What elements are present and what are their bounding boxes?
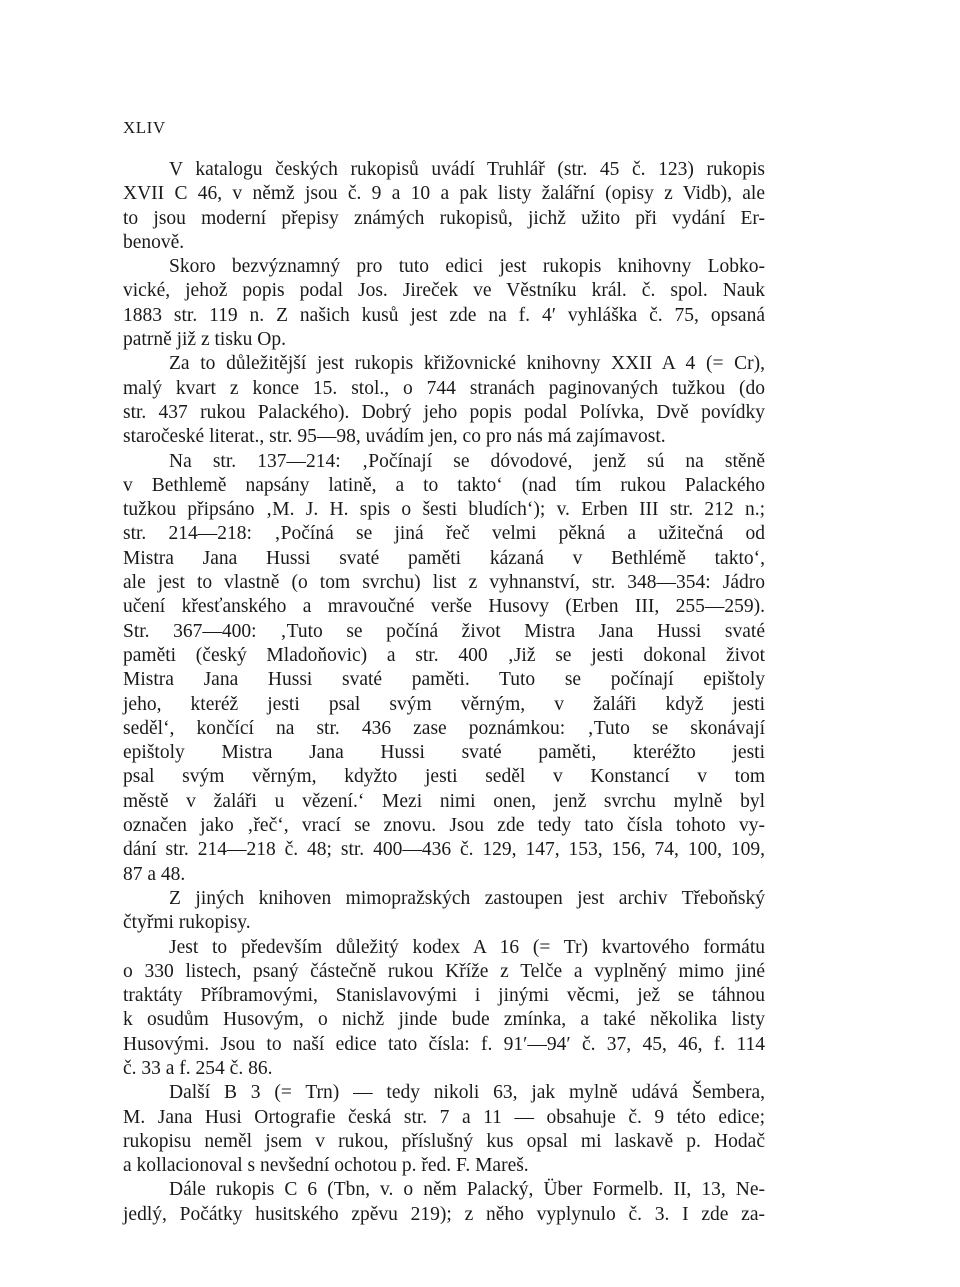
- text-line: psal svým věrným, kdyžto jesti seděl v Konstancí v tom: [123, 766, 765, 788]
- text-line: označen jako ‚řeč‘, vrací se znovu. Jsou zde tedy tato čísla tohoto vy-: [123, 815, 765, 837]
- text-line: Jest to především důležitý kodex A 16 (= Tr) kvartového formátu: [169, 936, 765, 958]
- text-line: dání str. 214—218 č. 48; str. 400—436 č. 129, 147, 153, 156, 74, 100, 109,: [123, 839, 765, 861]
- text-line: čtyřmi rukopisy.: [123, 912, 251, 934]
- text-line: vické, jehož popis podal Jos. Jireček ve Věstníku král. č. spol. Nauk: [123, 280, 765, 302]
- text-line: traktáty Příbramovými, Stanislavovými i jinými věcmi, jež se táhnou: [123, 985, 765, 1007]
- text-line: o 330 listech, psaný částečně rukou Kříže z Telče a vyplněný mimo jiné: [123, 960, 765, 982]
- text-line: Skoro bezvýznamný pro tuto edici jest rukopis knihovny Lobko-: [169, 256, 765, 278]
- text-line: patrně již z tisku Op.: [123, 329, 286, 351]
- text-line: staročeské literat., str. 95—98, uvádím jen, co pro nás má zajímavost.: [123, 426, 666, 448]
- text-line: Dále rukopis C 6 (Tbn, v. o něm Palacký, Über Formelb. II, 13, Ne-: [169, 1179, 765, 1201]
- text-line: V katalogu českých rukopisů uvádí Truhlář (str. 45 č. 123) rukopis: [169, 159, 765, 180]
- text-line: benově.: [123, 231, 185, 253]
- page-number: XLIV: [123, 118, 166, 137]
- body-text: [123, 158, 765, 1227]
- text-line: a kollacionoval s nevšední ochotou p. řed. F. Mareš.: [123, 1155, 529, 1177]
- text-line: malý kvart z konce 15. stol., o 744 stranách paginovaných tužkou (do: [123, 377, 765, 399]
- text-line: M. Jana Husi Ortografie česká str. 7 a 11 — obsahuje č. 9 této edice;: [123, 1106, 765, 1128]
- text-line: Za to důležitější jest rukopis křižovnické knihovny XXII A 4 (= Cr),: [169, 353, 765, 375]
- text-line: Další B 3 (= Trn) — tedy nikoli 63, jak mylně udává Šembera,: [169, 1082, 765, 1104]
- text-line: rukopisu neměl jsem v rukou, příslušný kus opsal mi laskavě p. Hodač: [123, 1130, 765, 1152]
- text-line: městě v žaláři u vězení.‘ Mezi nimi onen, jenž svrchu mylně byl: [123, 790, 765, 812]
- text-line: XVII C 46, v němž jsou č. 9 a 10 a pak listy žalářní (opisy z Vidb), ale: [123, 183, 765, 205]
- text-line: str. 437 rukou Palackého). Dobrý jeho popis podal Polívka, Dvě povídky: [123, 401, 765, 423]
- text-line: epištoly Mistra Jana Hussi svaté paměti, kteréžto jesti: [123, 742, 765, 764]
- text-line: ale jest to vlastně (o tom svrchu) list z vyhnanství, str. 348—354: Jádro: [123, 572, 765, 594]
- text-line: Str. 367—400: ‚Tuto se počíná život Mistra Jana Hussi svaté: [123, 620, 765, 642]
- text-line: Husovými. Jsou to naší edice tato čísla: f. 91′—94′ č. 37, 45, 46, f. 114: [123, 1033, 765, 1055]
- text-line: 1883 str. 119 n. Z našich kusů jest zde na f. 4′ vyhláška č. 75, opsaná: [123, 304, 765, 326]
- text-line: seděl‘, končící na str. 436 zase poznámkou: ‚Tuto se skonávají: [123, 717, 765, 739]
- text-line: Na str. 137—214: ‚Počínají se dóvodové, jenž sú na stěně: [169, 450, 765, 472]
- text-line: v Bethlemě napsány latině, a to takto‘ (nad tím rukou Palackého: [123, 474, 765, 496]
- text-line: tužkou připsáno ‚M. J. H. spis o šesti bludích‘); v. Erben III str. 212 n.;: [123, 499, 765, 521]
- text-line: Z jiných knihoven mimopražských zastoupen jest archiv Třeboňský: [169, 887, 765, 909]
- text-line: jedlý, Počátky husitského zpěvu 219); z něho vyplynulo č. 3. I zde za-: [123, 1203, 765, 1225]
- text-line: jeho, kteréž jesti psal svým věrným, v žaláři když jesti: [123, 693, 765, 715]
- text-line: Mistra Jana Hussi svaté paměti. Tuto se počínají epištoly: [123, 669, 765, 691]
- text-line: 87 a 48.: [123, 863, 186, 885]
- text-line: paměti (český Mladoňovic) a str. 400 ‚Již se jesti dokonal život: [123, 644, 765, 666]
- text-line: Mistra Jana Hussi svaté paměti kázaná v Bethlémě takto‘,: [123, 547, 765, 569]
- text-line: to jsou moderní přepisy známých rukopisů, jichž užito při vydání Er-: [123, 207, 765, 229]
- text-line: k osudům Husovým, o nichž jinde bude zmínka, a také několika listy: [123, 1009, 765, 1031]
- text-line: str. 214—218: ‚Počíná se jiná řeč velmi pěkná a užitečná od: [123, 523, 765, 545]
- text-line: č. 33 a f. 254 č. 86.: [123, 1057, 273, 1079]
- text-line: učení křesťanského a mravoučné verše Husovy (Erben III, 255—259).: [123, 596, 765, 618]
